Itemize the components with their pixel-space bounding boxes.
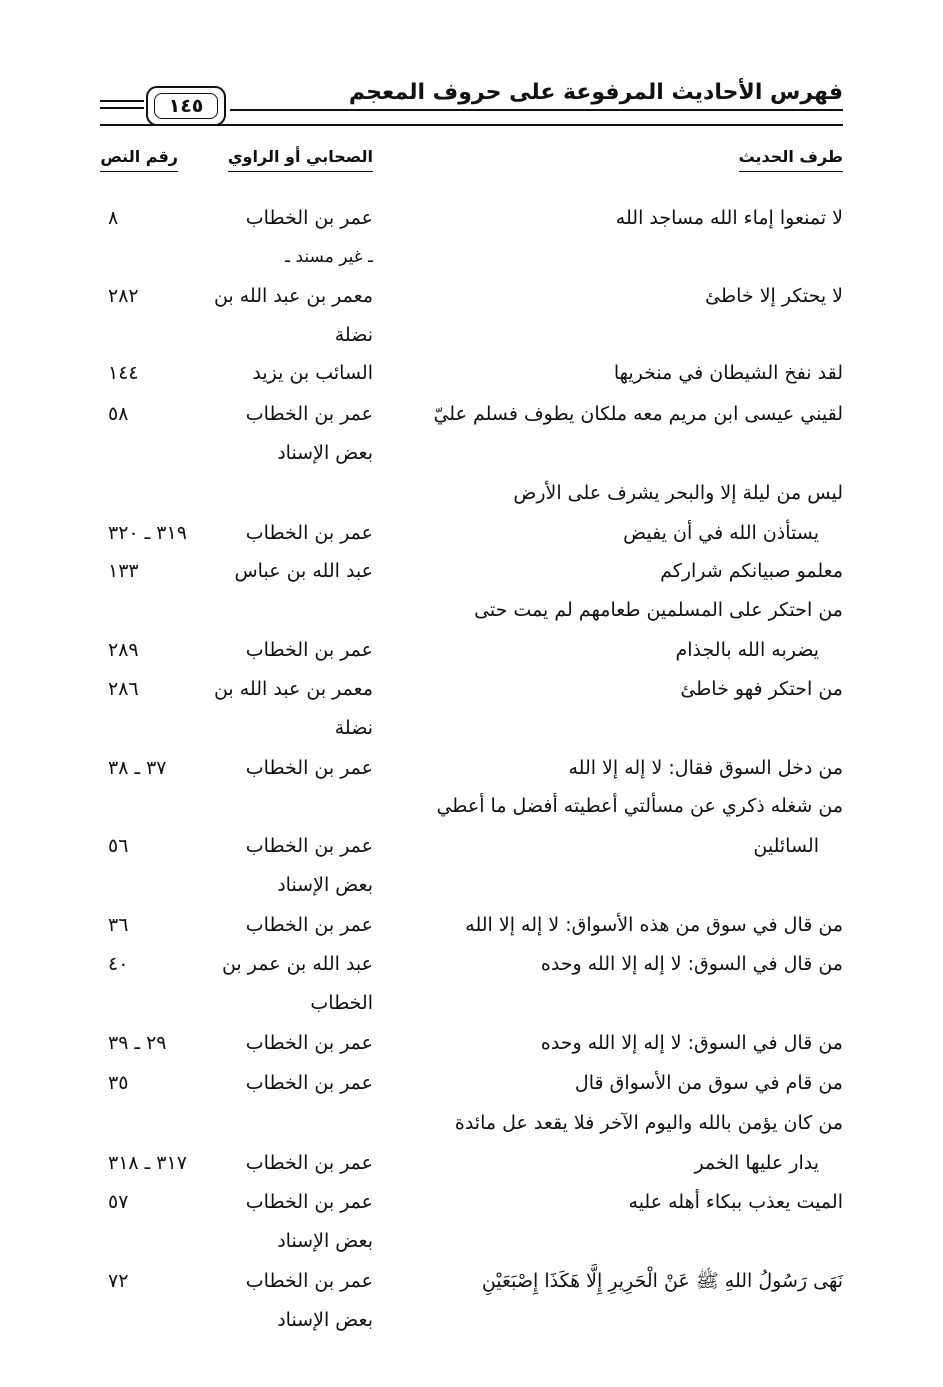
hadith-text: نَهَى رَسُولُ اللهِ ﷺ عَنْ الْحَرِيرِ إِلَّا هَكَذَا إِصْبَعَيْنِ xyxy=(481,1270,843,1292)
hadith-text-continued: يدار عليها الخمر xyxy=(694,1152,819,1174)
narrator-note: بعض الإسناد xyxy=(277,874,373,896)
text-number: ٢٨٩ xyxy=(108,639,139,661)
hadith-text: من قال في السوق: لا إله إلا الله وحده xyxy=(540,1032,843,1054)
text-number: ١٤٤ xyxy=(108,362,139,384)
text-number: ٧٢ xyxy=(108,1270,129,1292)
text-number: ٣١٩ ـ ٣٢٠ xyxy=(108,522,187,544)
text-number: ٢٨٦ xyxy=(108,678,139,700)
narrator-note: بعض الإسناد xyxy=(277,1309,373,1331)
running-header-title: فهرس الأحاديث المرفوعة على حروف المعجم xyxy=(348,80,843,105)
narrator-note: الخطاب xyxy=(310,992,373,1014)
narrator-note: نضلة xyxy=(334,717,373,739)
hadith-text: من احتكر على المسلمين طعامهم لم يمت حتى xyxy=(474,599,843,621)
page-number-box xyxy=(146,86,226,126)
text-number: ٥٦ xyxy=(108,835,129,857)
hadith-text: معلمو صبيانكم شراركم xyxy=(660,560,843,582)
text-number: ٣٥ xyxy=(108,1072,129,1094)
hadith-text-continued: السائلين xyxy=(753,835,819,857)
narrator-note: بعض الإسناد xyxy=(277,1230,373,1252)
hadith-text: لا يحتكر إلا خاطئ xyxy=(705,285,843,307)
text-number: ٢٨٢ xyxy=(108,285,139,307)
header-underline xyxy=(100,124,843,126)
hadith-text: من احتكر فهو خاطئ xyxy=(680,678,843,700)
narrator-name: عمر بن الخطاب xyxy=(245,1152,373,1174)
hadith-text-continued: يضربه الله بالجذام xyxy=(675,639,819,661)
hadith-text: ليس من ليلة إلا والبحر يشرف على الأرض xyxy=(513,482,843,504)
hadith-text: من قال في سوق من هذه الأسواق: لا إله إلا الله xyxy=(465,914,843,936)
narrator-name: عمر بن الخطاب xyxy=(245,639,373,661)
hadith-text: لقيني عيسى ابن مريم معه ملكان يطوف فسلم عليّ xyxy=(433,403,843,425)
text-number: ٢٩ ـ ٣٩ xyxy=(108,1032,167,1054)
column-heading-narrator: الصحابي أو الراوي xyxy=(228,147,373,172)
page-number: ١٤٥ xyxy=(154,93,218,119)
narrator-note: بعض الإسناد xyxy=(277,442,373,464)
narrator-note: ـ غير مسند ـ xyxy=(285,247,373,267)
text-number: ٨ xyxy=(108,207,119,229)
narrator-name: عمر بن الخطاب xyxy=(245,1270,373,1292)
hadith-text: من دخل السوق فقال: لا إله إلا الله xyxy=(568,757,843,779)
narrator-name: عمر بن الخطاب xyxy=(245,757,373,779)
text-number: ٥٧ xyxy=(108,1191,129,1213)
text-number: ١٣٣ xyxy=(108,560,139,582)
narrator-name: عمر بن الخطاب xyxy=(245,835,373,857)
header-rule-long xyxy=(230,109,843,111)
narrator-name: عبد الله بن عباس xyxy=(234,560,373,582)
hadith-text-continued: يستأذن الله في أن يفيض xyxy=(623,522,819,544)
narrator-name: عمر بن الخطاب xyxy=(245,1072,373,1094)
narrator-note: نضلة xyxy=(334,324,373,346)
narrator-name: عمر بن الخطاب xyxy=(245,1032,373,1054)
text-number: ٣١٧ ـ ٣١٨ xyxy=(108,1152,187,1174)
hadith-text: من شغله ذكري عن مسألتي أعطيته أفضل ما أعطي xyxy=(436,795,843,817)
header-rule-short-bottom xyxy=(100,107,144,109)
narrator-name: معمر بن عبد الله بن xyxy=(213,678,373,700)
hadith-text: لا تمنعوا إماء الله مساجد الله xyxy=(615,207,843,229)
narrator-name: عمر بن الخطاب xyxy=(245,914,373,936)
text-number: ٣٧ ـ ٣٨ xyxy=(108,757,167,779)
column-heading-number: رقم النص xyxy=(100,147,178,172)
hadith-text: الميت يعذب ببكاء أهله عليه xyxy=(628,1191,843,1213)
narrator-name: عمر بن الخطاب xyxy=(245,1191,373,1213)
narrator-name: عمر بن الخطاب xyxy=(245,522,373,544)
header-rule-short-top xyxy=(100,100,144,102)
hadith-text: لقد نفخ الشيطان في منخريها xyxy=(613,362,843,384)
narrator-name: السائب بن يزيد xyxy=(252,362,373,384)
hadith-text: من كان يؤمن بالله واليوم الآخر فلا يقعد عل مائدة xyxy=(454,1112,843,1134)
narrator-name: عمر بن الخطاب xyxy=(245,207,373,229)
hadith-text: من قال في السوق: لا إله إلا الله وحده xyxy=(540,953,843,975)
hadith-text: من قام في سوق من الأسواق قال xyxy=(574,1072,843,1094)
narrator-name: معمر بن عبد الله بن xyxy=(213,285,373,307)
text-number: ٥٨ xyxy=(108,403,129,425)
narrator-name: عمر بن الخطاب xyxy=(245,403,373,425)
narrator-name: عبد الله بن عمر بن xyxy=(221,953,373,975)
column-heading-hadith: طرف الحديث xyxy=(739,147,843,172)
text-number: ٣٦ xyxy=(108,914,129,936)
text-number: ٤٠ xyxy=(108,953,129,975)
